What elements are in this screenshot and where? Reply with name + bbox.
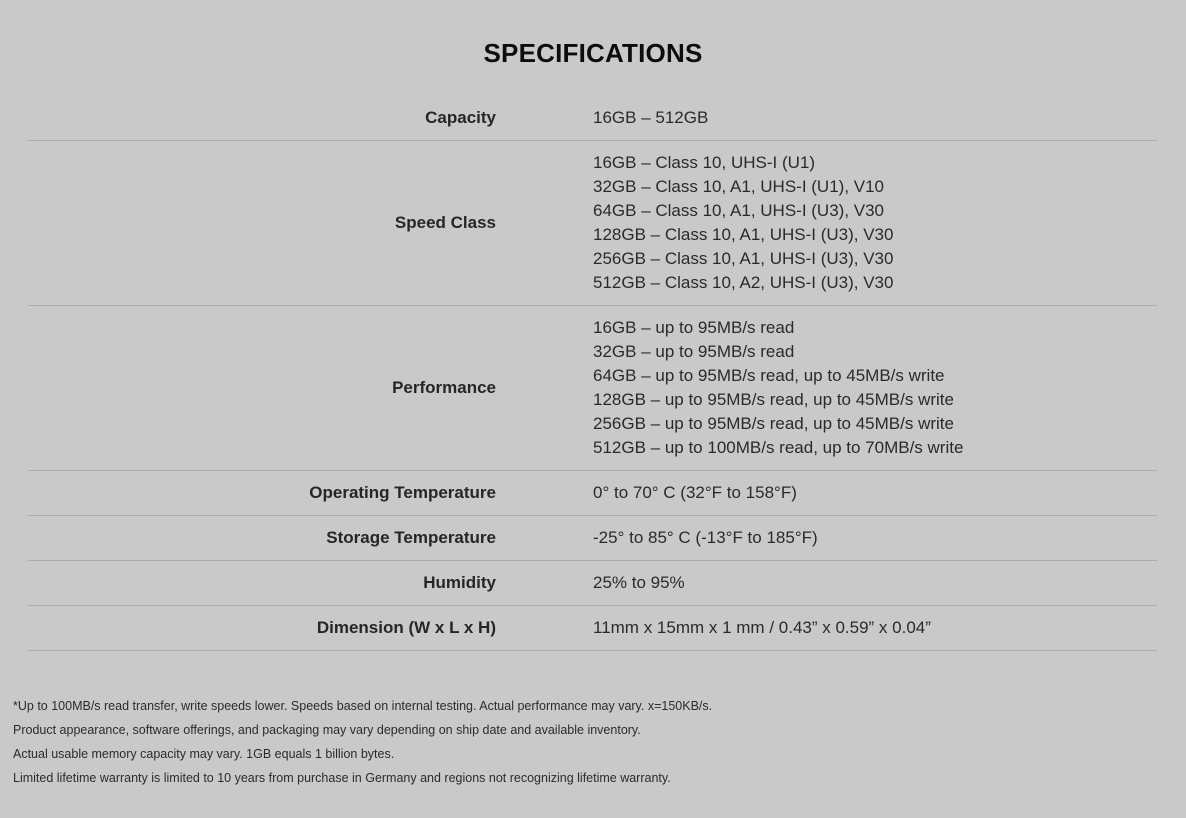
spec-label: Dimension (W x L x H)	[316, 618, 496, 637]
spec-value: 128GB – up to 95MB/s read, up to 45MB/s write	[593, 390, 954, 409]
footnote: Product appearance, software offerings, and packaging may vary depending on ship date and available inventory.	[13, 723, 641, 737]
spec-label: Operating Temperature	[309, 483, 496, 502]
spec-row-performance	[28, 306, 1157, 471]
spec-value: 0° to 70° C (32°F to 158°F)	[593, 483, 797, 502]
spec-row-dimension	[28, 606, 1157, 651]
spec-row-storage-temperature	[28, 516, 1157, 561]
spec-value: 16GB – Class 10, UHS-I (U1)	[593, 153, 816, 172]
spec-label: Performance	[392, 378, 496, 397]
spec-value: 512GB – up to 100MB/s read, up to 70MB/s write	[593, 438, 964, 457]
spec-row-operating-temperature	[28, 471, 1157, 516]
spec-value: 32GB – up to 95MB/s read	[593, 342, 795, 361]
spec-value: 11mm x 15mm x 1 mm / 0.43” x 0.59” x 0.04”	[593, 618, 931, 637]
spec-value: 256GB – up to 95MB/s read, up to 45MB/s write	[593, 414, 954, 433]
spec-value: 64GB – Class 10, A1, UHS-I (U3), V30	[593, 201, 885, 220]
spec-label: Speed Class	[394, 213, 496, 232]
spec-value: 16GB – up to 95MB/s read	[593, 318, 795, 337]
spec-value: 64GB – up to 95MB/s read, up to 45MB/s write	[593, 366, 945, 385]
spec-values	[593, 151, 893, 295]
footnotes	[13, 694, 712, 790]
spec-value: 512GB – Class 10, A2, UHS-I (U3), V30	[593, 273, 894, 292]
spec-label: Humidity	[423, 573, 496, 592]
spec-value: 128GB – Class 10, A1, UHS-I (U3), V30	[593, 225, 894, 244]
footnote: Actual usable memory capacity may vary. 1GB equals 1 billion bytes.	[13, 747, 395, 761]
spec-value: -25° to 85° C (-13°F to 185°F)	[593, 528, 818, 547]
spec-table	[28, 96, 1157, 651]
spec-label: Storage Temperature	[326, 528, 496, 547]
footnote: *Up to 100MB/s read transfer, write speeds lower. Speeds based on internal testing. Actual performance may vary. x=150KB/s.	[13, 699, 713, 713]
spec-label: Capacity	[425, 108, 496, 127]
footnote: Limited lifetime warranty is limited to 10 years from purchase in Germany and regions not recognizing lifetime warranty.	[13, 771, 671, 785]
spec-value: 25% to 95%	[593, 573, 685, 592]
spec-value: 256GB – Class 10, A1, UHS-I (U3), V30	[593, 249, 894, 268]
spec-values	[593, 106, 708, 130]
spec-values	[593, 481, 797, 505]
spec-row-humidity	[28, 561, 1157, 606]
spec-value: 32GB – Class 10, A1, UHS-I (U1), V10	[593, 177, 885, 196]
spec-values	[593, 316, 963, 460]
spec-row-speed-class	[28, 141, 1157, 306]
spec-values	[593, 526, 818, 550]
spec-row-capacity	[28, 96, 1157, 141]
spec-values	[593, 571, 685, 595]
spec-value: 16GB – 512GB	[593, 108, 709, 127]
spec-values	[593, 616, 931, 640]
page-title: SPECIFICATIONS	[483, 38, 703, 68]
